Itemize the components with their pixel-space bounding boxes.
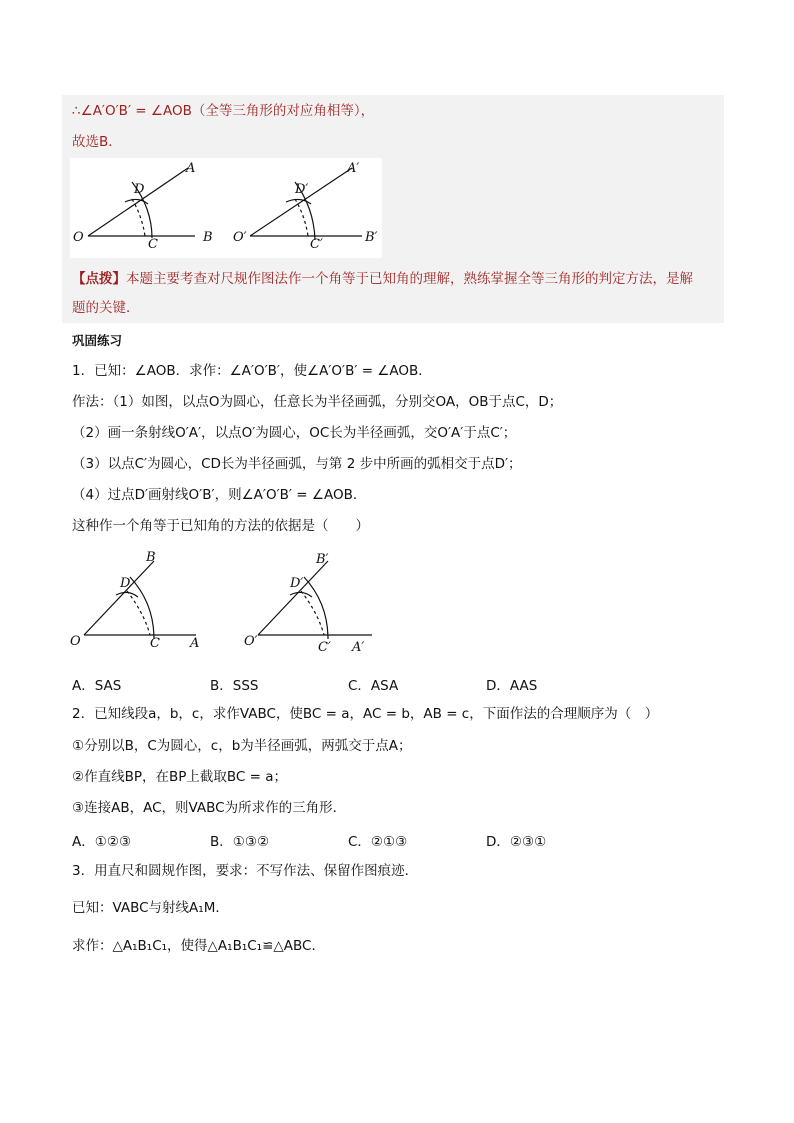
q2-step-1: ①分别以B，C为圆心，c，b为半径画弧，两弧交于点A； — [72, 738, 412, 754]
comment-text-1: 本题主要考查对尺规作图法作一个角等于已知角的理解，熟练掌握全等三角形的判定方法，是解 — [126, 271, 693, 287]
angle-construction-figure — [70, 158, 382, 258]
solution-line-1: ∴∠A′O′B′ = ∠AOB（全等三角形的对应角相等）， — [72, 103, 375, 119]
q2-step-2: ②作直线BP，在BP上截取BC = a； — [72, 769, 288, 785]
q2-option-c[interactable]: C．②①③ — [348, 834, 408, 850]
label-C: C — [150, 636, 160, 651]
q1-step-3: （3）以点C′为圆心，CD长为半径画弧，与第 2 步中所画的弧相交于点D′； — [72, 456, 522, 472]
label-D-prime: D′ — [290, 576, 304, 591]
label-D: D — [134, 182, 145, 197]
label-O-prime: O′ — [233, 230, 247, 245]
label-O: O — [73, 230, 84, 245]
q1-option-d[interactable]: D．AAS — [486, 678, 538, 694]
q1-option-b[interactable]: B．SSS — [210, 678, 259, 694]
q1-stem: 1．已知：∠AOB．求作：∠A′O′B′，使∠A′O′B′ = ∠AOB． — [72, 363, 432, 379]
q1-option-a[interactable]: A．SAS — [72, 678, 122, 694]
q1-option-c[interactable]: C．ASA — [348, 678, 399, 694]
label-O-prime: O′ — [244, 634, 258, 649]
figure-solution — [70, 158, 382, 258]
q2-option-d[interactable]: D．②③① — [486, 834, 547, 850]
label-D-prime: D′ — [295, 182, 309, 197]
q1-step-1: 作法：（1）如图，以点O为圆心，任意长为半径画弧，分别交OA，OB于点C，D； — [72, 394, 563, 410]
comment-line-2: 题的关键． — [72, 300, 140, 316]
q1-step-4: （4）过点D′画射线O′B′，则∠A′O′B′ = ∠AOB． — [72, 487, 367, 503]
q3-given: 已知：VABC与射线A₁M． — [72, 900, 229, 916]
q2-option-a[interactable]: A．①②③ — [72, 834, 132, 850]
q2-stem: 2．已知线段a，b，c，求作VABC，使BC = a，AC = b，AB = c，下面作法的合理顺序为（ ） — [72, 706, 659, 722]
comment-line-1 — [72, 270, 693, 288]
label-O: O — [70, 634, 81, 649]
section-title: 巩固练习 — [72, 333, 123, 348]
q1-question: 这种作一个角等于已知角的方法的依据是（ ） — [72, 518, 369, 534]
q3-task: 求作：△A₁B₁C₁，使得△A₁B₁C₁≌△ABC． — [72, 938, 325, 954]
q3-stem: 3．用直尺和圆规作图，要求：不写作法、保留作图痕迹． — [72, 863, 419, 879]
label-B-prime: B′ — [316, 552, 329, 567]
label-C-prime: C′ — [310, 237, 323, 252]
label-A: A — [186, 161, 196, 176]
label-B: B — [203, 230, 213, 245]
label-A-prime: A′ — [347, 161, 360, 176]
comment-tag: 【点拨】 — [72, 271, 126, 287]
figure-q1 — [66, 547, 386, 659]
label-C-prime: C′ — [318, 640, 331, 655]
solution-line-2: 故选B． — [72, 134, 122, 150]
q2-step-3: ③连接AB，AC，则VABC为所求作的三角形． — [72, 800, 347, 816]
q2-option-b[interactable]: B．①③② — [210, 834, 270, 850]
q1-angle-figure — [66, 547, 386, 659]
label-A: A — [190, 636, 200, 651]
q1-step-2: （2）画一条射线O′A′，以点O′为圆心，OC长为半径画弧，交O′A′于点C′； — [72, 425, 517, 441]
label-B-prime: B′ — [365, 230, 378, 245]
label-A-prime: A′ — [352, 640, 365, 655]
label-B: B — [146, 550, 156, 565]
label-C: C — [148, 237, 158, 252]
label-D: D — [120, 576, 131, 591]
